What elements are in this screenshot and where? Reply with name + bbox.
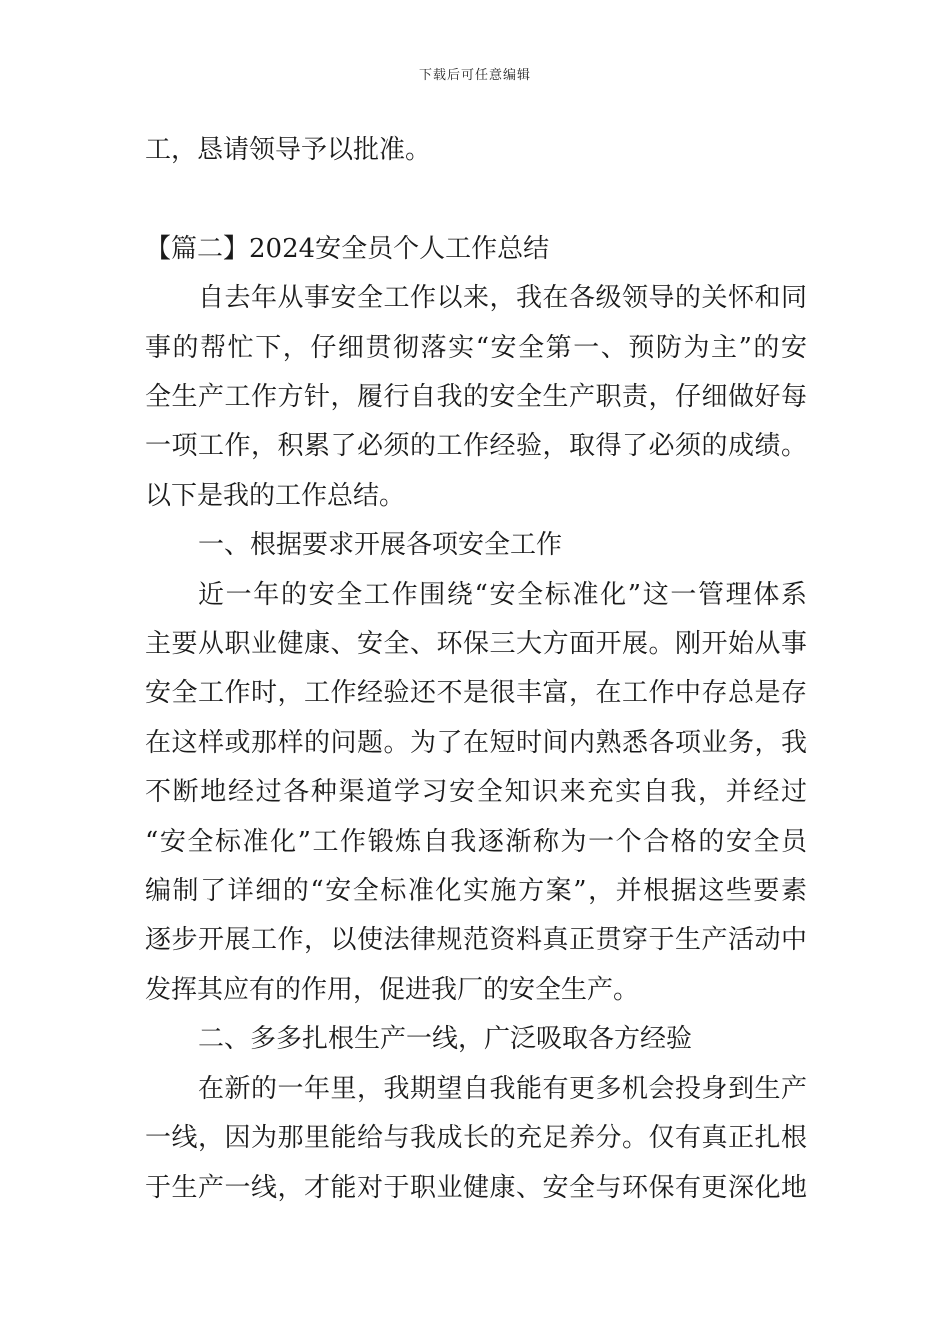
text-line: “安全标准化”工作锻炼自我逐渐称为一个合格的安全员 bbox=[145, 826, 807, 857]
text-line: 近一年的安全工作围绕“安全标准化”这一管理体系 bbox=[198, 579, 807, 610]
text-line: 事的帮忙下，仔细贯彻落实“安全第一、预防为主”的安 bbox=[145, 332, 807, 363]
text-line: 不断地经过各种渠道学习安全知识来充实自我，并经过 bbox=[145, 777, 807, 808]
text-line: 发挥其应有的作用，促进我厂的安全生产。 bbox=[145, 974, 640, 1005]
text-line: 编制了详细的“安全标准化实施方案”，并根据这些要素 bbox=[145, 876, 807, 907]
text-line: 一线，因为那里能给与我成长的充足养分。仅有真正扎根 bbox=[145, 1123, 807, 1154]
text-line: 自去年从事安全工作以来，我在各级领导的关怀和同 bbox=[198, 283, 807, 314]
text-line: 工，恳请领导予以批准。 bbox=[145, 135, 432, 165]
text-line: 一项工作，积累了必须的工作经验，取得了必须的成绩。 bbox=[145, 431, 807, 462]
text-line: 主要从职业健康、安全、环保三大方面开展。刚开始从事 bbox=[145, 629, 807, 660]
text-line: 以下是我的工作总结。 bbox=[145, 480, 406, 511]
text-line: 在这样或那样的问题。为了在短时间内熟悉各项业务，我 bbox=[145, 727, 807, 758]
page-header: 下载后可任意编辑 bbox=[418, 68, 531, 83]
text-line: 一、根据要求开展各项安全工作 bbox=[198, 530, 563, 561]
text-line: 安全工作时，工作经验还不是很丰富，在工作中存总是存 bbox=[145, 678, 807, 709]
text-line: 全生产工作方针，履行自我的安全生产职责，仔细做好每 bbox=[145, 382, 807, 413]
text-line: 二、多多扎根生产一线，广泛吸取各方经验 bbox=[198, 1024, 693, 1055]
text-line: 逐步开展工作，以使法律规范资料真正贯穿于生产活动中 bbox=[145, 925, 807, 956]
text-line: 【篇二】2024安全员个人工作总结 bbox=[145, 233, 550, 264]
text-line: 于生产一线，才能对于职业健康、安全与环保有更深化地 bbox=[145, 1172, 807, 1203]
paragraph-gap bbox=[145, 175, 807, 224]
text-line: 在新的一年里，我期望自我能有更多机会投身到生产 bbox=[198, 1073, 807, 1104]
document-body bbox=[145, 126, 807, 1213]
